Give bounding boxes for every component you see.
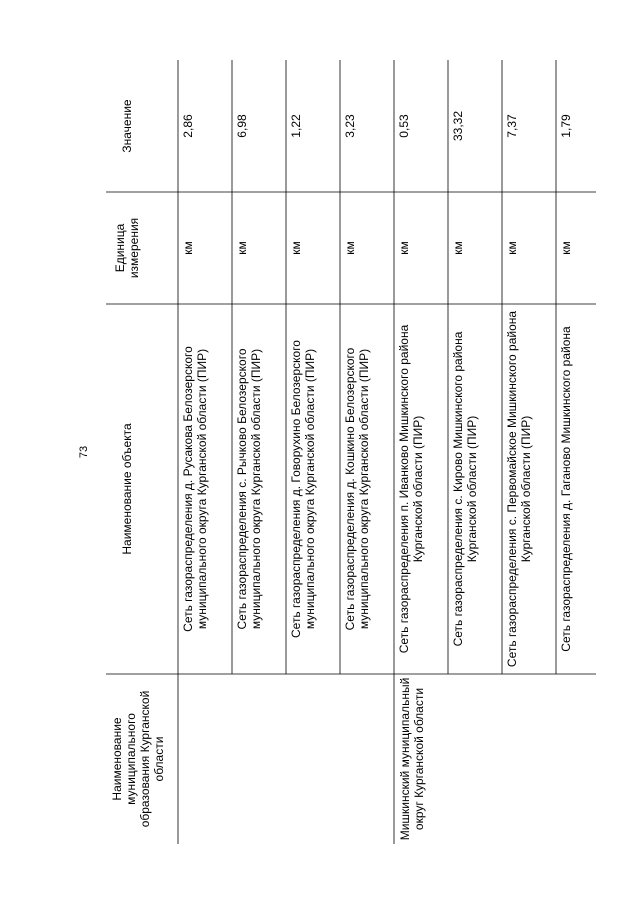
row-unit: км <box>343 241 357 255</box>
row-unit: км <box>181 241 195 255</box>
row-unit: км <box>505 241 519 255</box>
row-value: 1,79 <box>559 114 573 138</box>
row-object: Сеть газораспределения п. Иванково Мишкинского района Курганской области (ПИР) <box>397 324 425 654</box>
row-object: Сеть газораспределения с. Кирово Мишкинского района Курганской области (ПИР) <box>451 331 479 647</box>
row-object: Сеть газораспределения д. Русакова Белозерского муниципального округа Курганской области (ПИР) <box>181 346 209 632</box>
municipality-group: Мишкинский муниципальный округ Курганской области <box>398 677 426 841</box>
page-number: 73 <box>78 445 90 459</box>
row-value: 0,53 <box>397 114 411 138</box>
row-unit: км <box>397 241 411 255</box>
row-object: Сеть газораспределения с. Рычково Белозерского муниципального округа Курганской области (ПИР) <box>235 348 263 630</box>
row-unit: км <box>235 241 249 255</box>
rotated-table <box>106 60 596 844</box>
row-value: 6,98 <box>235 114 249 138</box>
row-unit: км <box>451 241 465 255</box>
row-unit: км <box>289 241 303 255</box>
row-object: Сеть газораспределения д. Гаганово Мишкинского района <box>559 326 573 652</box>
row-value: 3,23 <box>343 114 357 138</box>
row-object: Сеть газораспределения с. Первомайское Мишкинского района Курганской области (ПИР) <box>505 310 533 668</box>
row-value: 2,86 <box>181 114 195 138</box>
header-unit: Единица измерения <box>113 217 141 279</box>
row-value: 1,22 <box>289 114 303 138</box>
header-municipality: Наименование муниципального образования Курганской области <box>110 690 166 828</box>
row-value: 7,37 <box>505 114 519 138</box>
header-object: Наименование объекта <box>120 423 134 555</box>
row-object: Сеть газораспределения д. Кошкино Белозерского муниципального округа Курганской области (ПИР) <box>343 347 371 631</box>
row-object: Сеть газораспределения д. Говорухино Белозерского муниципального округа Курганской области (ПИР) <box>289 340 317 638</box>
row-unit: км <box>559 241 573 255</box>
header-value: Значение <box>120 99 134 153</box>
row-value: 33,32 <box>451 110 465 142</box>
